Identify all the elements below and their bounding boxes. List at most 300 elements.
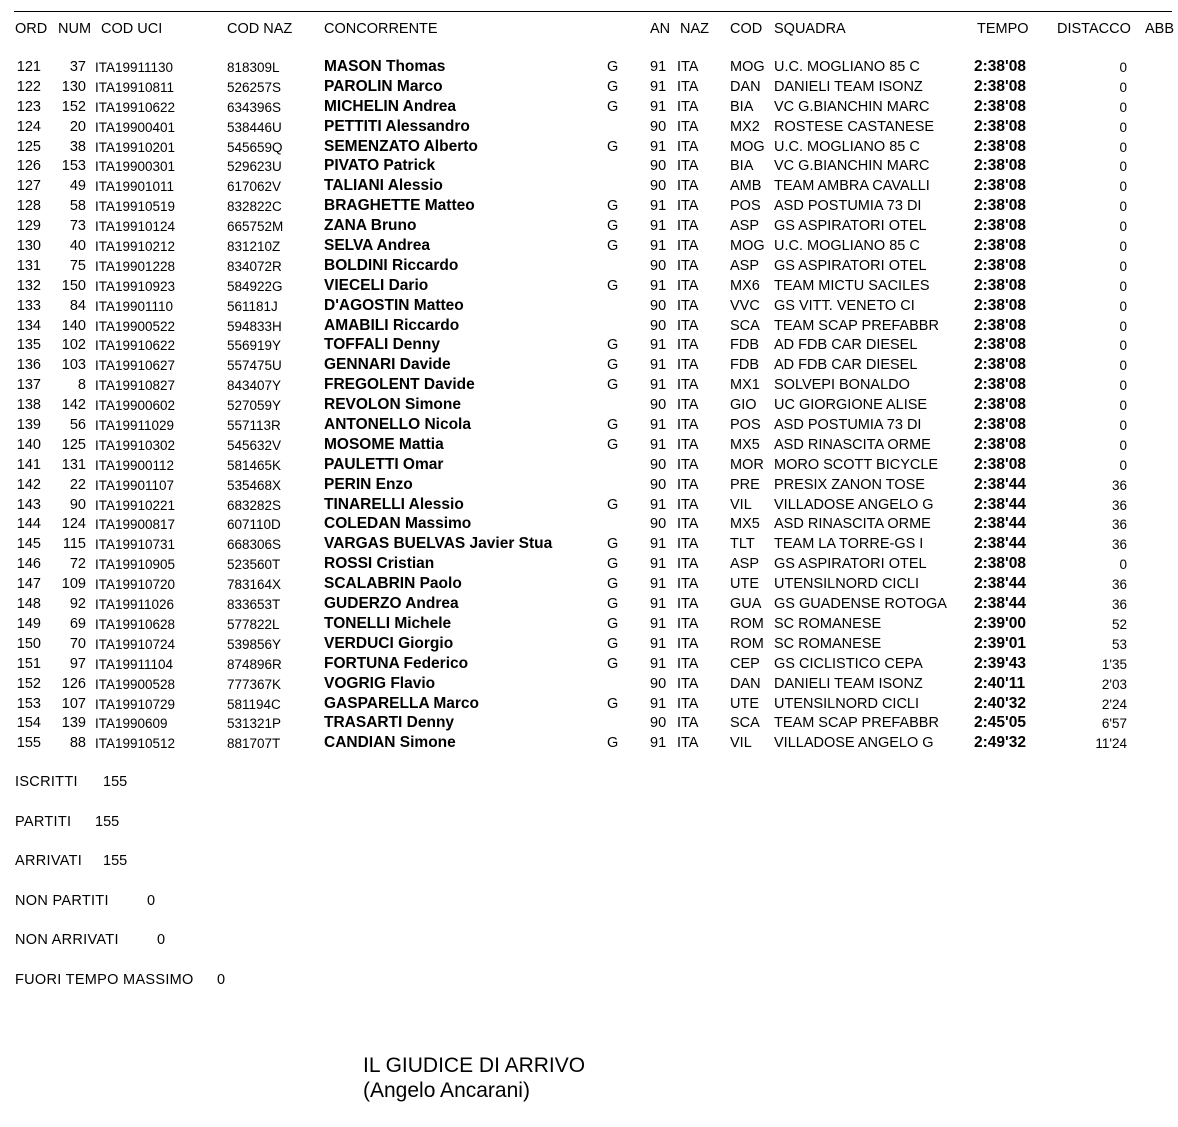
table-row <box>0 138 1178 158</box>
team-code-cell: MOG <box>730 138 765 155</box>
category-cell: G <box>607 556 619 573</box>
table-row <box>0 237 1178 257</box>
team-code-cell: ASP <box>730 218 760 235</box>
naz-code-cell: 584922G <box>227 278 283 294</box>
team-name-cell: TEAM SCAP PREFABBR <box>774 317 939 334</box>
year-cell: 91 <box>650 377 667 394</box>
gap-cell: 0 <box>1119 79 1127 95</box>
time-cell: 2:38'08 <box>974 376 1026 394</box>
summary-line <box>15 892 156 909</box>
time-cell: 2:38'08 <box>974 177 1026 195</box>
rider-name-cell: MICHELIN Andrea <box>324 97 457 115</box>
rider-name-cell: TINARELLI Alessio <box>324 495 464 513</box>
category-cell: G <box>607 59 619 75</box>
team-code-cell: FDB <box>730 357 759 374</box>
team-code-cell: MX6 <box>730 277 760 294</box>
time-cell: 2:38'08 <box>974 58 1026 75</box>
gap-cell: 52 <box>1111 616 1127 632</box>
time-cell: 2:39'00 <box>974 614 1026 632</box>
header-naz: NAZ <box>680 21 709 37</box>
nation-cell: ITA <box>677 735 699 752</box>
rider-name-cell: REVOLON Simone <box>324 396 461 414</box>
team-name-cell: SC ROMANESE <box>774 635 882 652</box>
order-cell: 122 <box>16 78 41 95</box>
time-cell: 2:38'08 <box>974 117 1026 135</box>
table-row <box>0 197 1178 217</box>
category-cell: G <box>607 238 619 255</box>
nation-cell: ITA <box>677 476 699 493</box>
naz-code-cell: 833653T <box>227 597 281 613</box>
nation-cell: ITA <box>677 695 699 712</box>
nation-cell: ITA <box>677 496 699 513</box>
order-cell: 131 <box>16 257 41 274</box>
year-cell: 90 <box>650 297 667 314</box>
rider-name-cell: PIVATO Patrick <box>324 157 436 175</box>
year-cell: 91 <box>650 78 667 95</box>
order-cell: 125 <box>16 138 41 155</box>
rider-name-cell: VIECELI Dario <box>324 276 429 294</box>
category-cell: G <box>607 695 619 712</box>
order-cell: 132 <box>16 277 41 294</box>
nation-cell: ITA <box>677 596 699 613</box>
uci-code-cell: ITA19900602 <box>95 398 176 414</box>
bib-number-cell: 126 <box>61 675 86 692</box>
team-name-cell: TEAM SCAP PREFABBR <box>774 715 939 732</box>
order-cell: 135 <box>16 337 41 354</box>
order-cell: 141 <box>16 456 41 473</box>
nation-cell: ITA <box>677 516 699 533</box>
rider-name-cell: PETTITI Alessandro <box>324 117 470 135</box>
uci-code-cell: ITA1990609 <box>95 716 168 732</box>
nation-cell: ITA <box>677 456 699 473</box>
team-code-cell: GIO <box>730 397 757 414</box>
bib-number-cell: 139 <box>61 715 86 732</box>
order-cell: 130 <box>16 238 41 255</box>
summary-value: 155 <box>103 853 128 870</box>
team-code-cell: ASP <box>730 257 760 274</box>
summary-label: ISCRITTI <box>15 774 78 790</box>
team-name-cell: VC G.BIANCHIN MARC <box>774 158 930 175</box>
bib-number-cell: 49 <box>69 178 86 195</box>
order-cell: 151 <box>16 655 41 672</box>
time-cell: 2:38'08 <box>974 396 1026 414</box>
year-cell: 91 <box>650 635 667 652</box>
category-cell: G <box>607 277 619 294</box>
order-cell: 139 <box>16 417 41 434</box>
naz-code-cell: 539856Y <box>227 636 282 652</box>
summary-value: 0 <box>157 932 166 949</box>
table-row <box>0 635 1178 655</box>
summary-line <box>15 972 226 988</box>
nation-cell: ITA <box>677 118 699 135</box>
table-row <box>0 476 1178 496</box>
gap-cell: 0 <box>1119 278 1127 294</box>
order-cell: 129 <box>16 218 41 235</box>
gap-cell: 0 <box>1119 418 1127 434</box>
summary-value: 0 <box>217 972 226 988</box>
category-cell: G <box>607 198 619 215</box>
year-cell: 90 <box>650 516 667 533</box>
gap-cell: 0 <box>1119 298 1127 314</box>
category-cell: G <box>607 78 619 95</box>
time-cell: 2:38'08 <box>974 217 1026 235</box>
year-cell: 91 <box>650 238 667 255</box>
table-row <box>0 217 1178 237</box>
naz-code-cell: 683282S <box>227 497 282 513</box>
rider-name-cell: BOLDINI Riccardo <box>324 256 459 274</box>
year-cell: 91 <box>650 576 667 593</box>
gap-cell: 0 <box>1119 318 1127 334</box>
time-cell: 2:38'44 <box>974 515 1026 533</box>
summary-line <box>15 813 120 830</box>
year-cell: 91 <box>650 735 667 752</box>
team-code-cell: ASP <box>730 556 760 573</box>
bib-number-cell: 20 <box>69 118 86 135</box>
rider-name-cell: ANTONELLO Nicola <box>324 416 471 434</box>
nation-cell: ITA <box>677 436 699 453</box>
team-name-cell: U.C. MOGLIANO 85 C <box>774 238 920 255</box>
bib-number-cell: 75 <box>69 257 86 274</box>
header-concorrente: CONCORRENTE <box>324 21 438 37</box>
naz-code-cell: 531321P <box>227 716 282 732</box>
bib-number-cell: 38 <box>69 138 86 155</box>
team-name-cell: UC GIORGIONE ALISE <box>774 397 928 414</box>
rider-name-cell: COLEDAN Massimo <box>324 515 472 533</box>
summary-label: NON ARRIVATI <box>15 932 119 949</box>
rider-name-cell: MOSOME Mattia <box>324 435 444 453</box>
rider-name-cell: MASON Thomas <box>324 58 446 75</box>
uci-code-cell: ITA19911026 <box>95 597 175 613</box>
gap-cell: 53 <box>1111 636 1127 652</box>
judge-title: IL GIUDICE DI ARRIVO <box>363 1054 586 1077</box>
team-code-cell: MOG <box>730 59 765 75</box>
order-cell: 153 <box>16 695 41 712</box>
team-code-cell: MX1 <box>730 377 760 394</box>
gap-cell: 1'35 <box>1101 656 1127 672</box>
year-cell: 91 <box>650 218 667 235</box>
gap-cell: 0 <box>1119 139 1127 155</box>
time-cell: 2:38'08 <box>974 356 1026 374</box>
team-name-cell: AD FDB CAR DIESEL <box>774 337 918 354</box>
header-cod: COD <box>730 21 763 37</box>
order-cell: 133 <box>16 297 41 314</box>
rider-name-cell: SCALABRIN Paolo <box>324 575 462 593</box>
table-row <box>0 376 1178 396</box>
summary-label: PARTITI <box>15 813 72 830</box>
category-cell: G <box>607 596 619 613</box>
naz-code-cell: 529623U <box>227 159 282 175</box>
time-cell: 2:38'08 <box>974 316 1026 334</box>
bib-number-cell: 124 <box>61 516 86 533</box>
gap-cell: 0 <box>1119 99 1127 115</box>
table-row <box>0 515 1178 535</box>
team-name-cell: SOLVEPI BONALDO <box>774 377 910 394</box>
bib-number-cell: 70 <box>69 635 86 652</box>
table-row <box>0 297 1178 317</box>
nation-cell: ITA <box>677 377 699 394</box>
nation-cell: ITA <box>677 655 699 672</box>
table-row <box>0 277 1178 297</box>
team-name-cell: UTENSILNORD CICLI <box>774 695 920 712</box>
table-row <box>0 416 1178 436</box>
year-cell: 91 <box>650 198 667 215</box>
uci-code-cell: ITA19901107 <box>95 477 175 493</box>
nation-cell: ITA <box>677 297 699 314</box>
rider-name-cell: TOFFALI Denny <box>324 336 440 354</box>
uci-code-cell: ITA19910628 <box>95 616 176 632</box>
time-cell: 2:38'08 <box>974 237 1026 255</box>
team-name-cell: U.C. MOGLIANO 85 C <box>774 59 920 75</box>
table-row <box>0 58 1178 78</box>
rider-name-cell: FREGOLENT Davide <box>324 376 475 394</box>
nation-cell: ITA <box>677 98 699 115</box>
nation-cell: ITA <box>677 257 699 274</box>
nation-cell: ITA <box>677 715 699 732</box>
gap-cell: 0 <box>1119 239 1127 255</box>
time-cell: 2:38'08 <box>974 157 1026 175</box>
time-cell: 2:38'44 <box>974 475 1026 493</box>
year-cell: 91 <box>650 337 667 354</box>
time-cell: 2:38'08 <box>974 137 1026 155</box>
uci-code-cell: ITA19910827 <box>95 378 176 394</box>
bib-number-cell: 97 <box>69 655 86 672</box>
order-cell: 126 <box>16 158 41 175</box>
rider-name-cell: GUDERZO Andrea <box>324 595 459 613</box>
uci-code-cell: ITA19900112 <box>95 457 175 473</box>
order-cell: 144 <box>16 516 41 533</box>
uci-code-cell: ITA19911029 <box>95 418 175 434</box>
table-row <box>0 456 1178 476</box>
team-name-cell: ASD RINASCITA ORME <box>774 436 931 453</box>
uci-code-cell: ITA19910519 <box>95 199 176 215</box>
naz-code-cell: 526257S <box>227 79 282 95</box>
naz-code-cell: 581194C <box>227 696 281 712</box>
team-name-cell: VILLADOSE ANGELO G <box>774 496 934 513</box>
header-distacco: DISTACCO <box>1057 21 1131 37</box>
order-cell: 140 <box>16 436 41 453</box>
time-cell: 2:38'08 <box>974 276 1026 294</box>
table-row <box>0 555 1178 575</box>
gap-cell: 0 <box>1119 378 1127 394</box>
time-cell: 2:38'08 <box>974 416 1026 434</box>
team-code-cell: ROM <box>730 615 764 632</box>
team-code-cell: MX5 <box>730 436 760 453</box>
bib-number-cell: 131 <box>61 456 86 473</box>
naz-code-cell: 668306S <box>227 537 282 553</box>
nation-cell: ITA <box>677 158 699 175</box>
year-cell: 91 <box>650 596 667 613</box>
table-row <box>0 714 1178 734</box>
table-row <box>0 595 1178 615</box>
order-cell: 146 <box>16 556 41 573</box>
bib-number-cell: 72 <box>69 556 86 573</box>
rider-name-cell: SELVA Andrea <box>324 237 430 255</box>
bib-number-cell: 130 <box>61 78 86 95</box>
gap-cell: 2'03 <box>1101 676 1127 692</box>
order-cell: 124 <box>16 118 41 135</box>
naz-code-cell: 777367K <box>227 676 282 692</box>
team-code-cell: DAN <box>730 675 761 692</box>
gap-cell: 11'24 <box>1095 736 1127 752</box>
summary-value: 155 <box>95 813 120 830</box>
table-row <box>0 655 1178 675</box>
year-cell: 91 <box>650 436 667 453</box>
category-cell: G <box>607 735 619 752</box>
team-code-cell: MOG <box>730 238 765 255</box>
bib-number-cell: 22 <box>69 476 86 493</box>
table-row <box>0 177 1178 197</box>
year-cell: 90 <box>650 397 667 414</box>
bib-number-cell: 90 <box>69 496 86 513</box>
bib-number-cell: 109 <box>61 576 86 593</box>
uci-code-cell: ITA19901228 <box>95 258 176 274</box>
header-ord: ORD <box>15 21 48 37</box>
gap-cell: 0 <box>1119 457 1127 473</box>
category-cell: G <box>607 377 619 394</box>
rider-name-cell: GENNARI Davide <box>324 356 451 374</box>
team-code-cell: BIA <box>730 158 754 175</box>
team-name-cell: MORO SCOTT BICYCLE <box>774 456 939 473</box>
team-code-cell: ROM <box>730 635 764 652</box>
bib-number-cell: 88 <box>69 735 86 752</box>
gap-cell: 0 <box>1119 258 1127 274</box>
nation-cell: ITA <box>677 417 699 434</box>
team-name-cell: GS ASPIRATORI OTEL <box>774 257 927 274</box>
naz-code-cell: 607110D <box>227 517 281 533</box>
naz-code-cell: 527059Y <box>227 398 282 414</box>
nation-cell: ITA <box>677 635 699 652</box>
bib-number-cell: 103 <box>61 357 86 374</box>
category-cell: G <box>607 655 619 672</box>
table-row <box>0 336 1178 356</box>
uci-code-cell: ITA19900401 <box>95 119 176 135</box>
gap-cell: 0 <box>1119 338 1127 354</box>
table-row <box>0 615 1178 635</box>
time-cell: 2:49'32 <box>974 734 1026 752</box>
rider-name-cell: SEMENZATO Alberto <box>324 137 478 155</box>
naz-code-cell: 783164X <box>227 577 282 593</box>
gap-cell: 0 <box>1119 398 1127 414</box>
gap-cell: 2'24 <box>1101 696 1127 712</box>
naz-code-cell: 881707T <box>227 736 281 752</box>
table-row <box>0 396 1178 416</box>
nation-cell: ITA <box>677 59 699 75</box>
gap-cell: 0 <box>1119 199 1127 215</box>
naz-code-cell: 538446U <box>227 119 282 135</box>
naz-code-cell: 581465K <box>227 457 282 473</box>
rider-name-cell: FORTUNA Federico <box>324 654 469 672</box>
year-cell: 90 <box>650 476 667 493</box>
year-cell: 90 <box>650 257 667 274</box>
time-cell: 2:38'44 <box>974 595 1026 613</box>
rider-name-cell: BRAGHETTE Matteo <box>324 197 475 215</box>
order-cell: 121 <box>16 59 41 75</box>
uci-code-cell: ITA19911104 <box>95 656 174 672</box>
header-an: AN <box>650 21 671 37</box>
bib-number-cell: 84 <box>69 297 86 314</box>
rider-name-cell: VARGAS BUELVAS Javier Stua <box>324 535 553 553</box>
team-name-cell: ASD POSTUMIA 73 DI <box>774 198 922 215</box>
nation-cell: ITA <box>677 397 699 414</box>
judge-name: (Angelo Ancarani) <box>363 1079 530 1102</box>
uci-code-cell: ITA19910212 <box>95 239 176 255</box>
team-code-cell: SCA <box>730 715 760 732</box>
team-code-cell: UTE <box>730 695 759 712</box>
uci-code-cell: ITA19910201 <box>95 139 176 155</box>
team-name-cell: AD FDB CAR DIESEL <box>774 357 918 374</box>
order-cell: 147 <box>16 576 41 593</box>
nation-cell: ITA <box>677 277 699 294</box>
gap-cell: 36 <box>1111 477 1127 493</box>
nation-cell: ITA <box>677 357 699 374</box>
gap-cell: 6'57 <box>1101 716 1127 732</box>
rider-name-cell: TRASARTI Denny <box>324 714 455 732</box>
rider-name-cell: PAULETTI Omar <box>324 455 444 473</box>
top-rule <box>14 11 1172 12</box>
category-cell: G <box>607 337 619 354</box>
team-name-cell: U.C. MOGLIANO 85 C <box>774 138 920 155</box>
order-cell: 152 <box>16 675 41 692</box>
header-num: NUM <box>58 21 92 37</box>
team-code-cell: GUA <box>730 596 762 613</box>
nation-cell: ITA <box>677 337 699 354</box>
time-cell: 2:40'32 <box>974 694 1026 712</box>
uci-code-cell: ITA19910221 <box>95 497 176 513</box>
year-cell: 91 <box>650 496 667 513</box>
summary-value: 0 <box>147 892 156 909</box>
team-code-cell: MX5 <box>730 516 760 533</box>
time-cell: 2:39'43 <box>974 654 1026 672</box>
naz-code-cell: 634396S <box>227 99 282 115</box>
order-cell: 154 <box>16 715 41 732</box>
category-cell: G <box>607 357 619 374</box>
nation-cell: ITA <box>677 536 699 553</box>
time-cell: 2:39'01 <box>974 634 1026 652</box>
category-cell: G <box>607 496 619 513</box>
team-name-cell: ASD POSTUMIA 73 DI <box>774 417 922 434</box>
table-row <box>0 575 1178 595</box>
rider-name-cell: ZANA Bruno <box>324 217 417 235</box>
naz-code-cell: 577822L <box>227 616 280 632</box>
time-cell: 2:38'08 <box>974 555 1026 573</box>
category-cell: G <box>607 138 619 155</box>
rider-name-cell: CANDIAN Simone <box>324 734 456 752</box>
bib-number-cell: 107 <box>61 695 86 712</box>
year-cell: 91 <box>650 556 667 573</box>
gap-cell: 0 <box>1119 437 1127 453</box>
naz-code-cell: 617062V <box>227 179 282 195</box>
team-code-cell: SCA <box>730 317 760 334</box>
bib-number-cell: 142 <box>61 397 86 414</box>
summary-label: NON PARTITI <box>15 892 109 909</box>
order-cell: 149 <box>16 615 41 632</box>
time-cell: 2:38'44 <box>974 575 1026 593</box>
order-cell: 148 <box>16 596 41 613</box>
uci-code-cell: ITA19901011 <box>95 179 175 195</box>
year-cell: 91 <box>650 615 667 632</box>
rider-name-cell: VOGRIG Flavio <box>324 674 436 692</box>
table-row <box>0 118 1178 138</box>
year-cell: 91 <box>650 417 667 434</box>
order-cell: 145 <box>16 536 41 553</box>
header-abb: ABB <box>1145 21 1175 37</box>
nation-cell: ITA <box>677 317 699 334</box>
gap-cell: 0 <box>1119 159 1127 175</box>
category-cell: G <box>607 417 619 434</box>
team-code-cell: POS <box>730 198 761 215</box>
gap-cell: 0 <box>1119 60 1127 75</box>
naz-code-cell: 594833H <box>227 318 282 334</box>
